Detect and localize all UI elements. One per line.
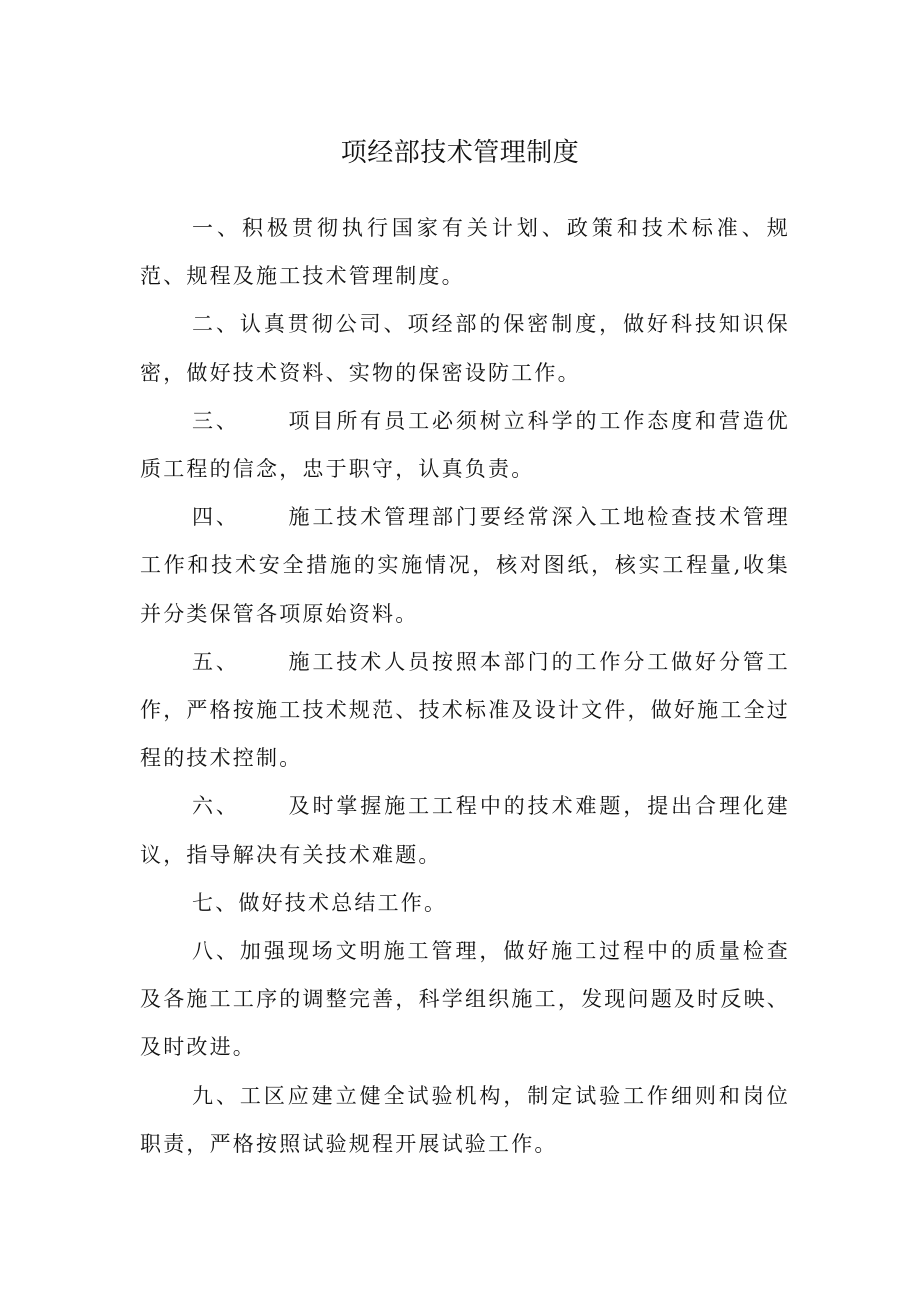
paragraph-4 bbox=[140, 493, 790, 638]
paragraph-number: 二、 bbox=[192, 312, 240, 337]
paragraph-9 bbox=[140, 1072, 790, 1168]
paragraph-text: 施工技术管理部门要经常深入工地检查技术管理工作和技术安全措施的实施情况，核对图纸，核实工程量,收集并分类保管各项原始资料。 bbox=[140, 505, 790, 626]
paragraph-text: 积极贯彻执行国家有关计划、政策和技术标准、规范、规程及施工技术管理制度。 bbox=[140, 216, 790, 289]
paragraph-number: 七、 bbox=[192, 890, 239, 915]
paragraph-text: 项目所有员工必须树立科学的工作态度和营造优质工程的信念，忠于职守，认真负责。 bbox=[140, 408, 790, 482]
paragraph-number: 五、 bbox=[192, 649, 240, 674]
paragraph-7 bbox=[140, 879, 790, 927]
paragraph-text: 认真贯彻公司、项经部的保密制度，做好科技知识保密，做好技术资料、实物的保密设防工作。 bbox=[140, 312, 790, 385]
paragraph-number: 四、 bbox=[192, 505, 240, 530]
paragraph-number: 六、 bbox=[192, 794, 240, 819]
document-body bbox=[140, 204, 790, 1168]
paragraph-text: 工区应建立健全试验机构，制定试验工作细则和岗位职责，严格按照试验规程开展试验工作。 bbox=[140, 1083, 790, 1156]
paragraph-number: 八、 bbox=[192, 939, 240, 964]
paragraph-1 bbox=[140, 204, 790, 300]
paragraph-text: 做好技术总结工作。 bbox=[238, 890, 448, 915]
paragraph-text: 加强现场文明施工管理，做好施工过程中的质量检查及各施工工序的调整完善，科学组织施工，发现问题及时反映、及时改进。 bbox=[140, 939, 790, 1060]
paragraph-number: 一、 bbox=[192, 216, 242, 240]
paragraph-number: 九、 bbox=[192, 1083, 240, 1108]
paragraph-text: 施工技术人员按照本部门的工作分工做好分管工作，严格按施工技术规范、技术标准及设计文件，做好施工全过程的技术控制。 bbox=[140, 649, 790, 771]
paragraph-2 bbox=[140, 300, 790, 396]
paragraph-5 bbox=[140, 638, 790, 783]
paragraph-text: 及时掌握施工工程中的技术难题，提出合理化建议，指导解决有关技术难题。 bbox=[140, 794, 790, 867]
paragraph-number: 三、 bbox=[192, 408, 240, 433]
paragraph-3 bbox=[140, 397, 790, 493]
paragraph-8 bbox=[140, 927, 790, 1072]
paragraph-6 bbox=[140, 782, 790, 878]
document-title: 项经部技术管理制度 bbox=[340, 138, 580, 168]
